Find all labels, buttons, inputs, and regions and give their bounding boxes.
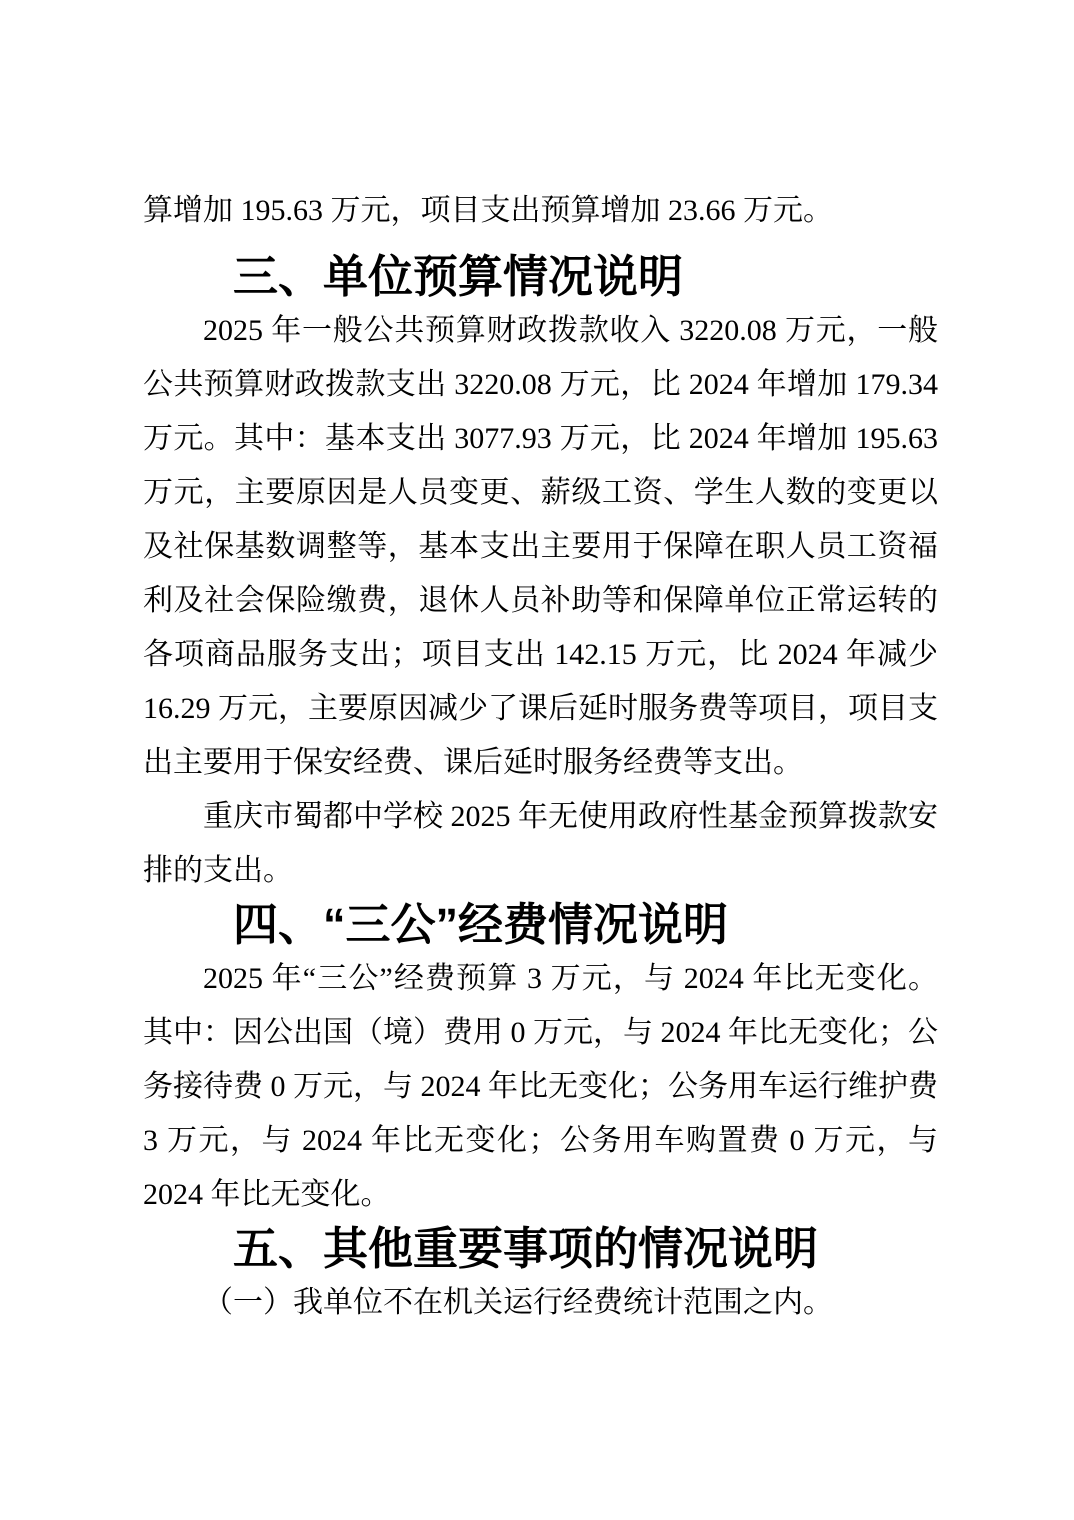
- continuation-paragraph: 算增加 195.63 万元，项目支出预算增加 23.66 万元。: [143, 194, 833, 227]
- heading-section-5-other-important-items: 五、其他重要事项的情况说明: [233, 1223, 819, 1274]
- paragraph-other-items: （一）我单位不在机关运行经费统计范围之内。: [203, 1286, 833, 1319]
- paragraph-government-fund: 重庆市蜀都中学校 2025 年无使用政府性基金预算拨款安排的支出。: [143, 800, 938, 887]
- paragraph-three-public-expenses: 2025 年“三公”经费预算 3 万元，与 2024 年比无变化。其中：因公出国（境）费用 0 万元，与 2024 年比无变化；公务接待费 0 万元，与 2024 年比无变化；公务用车运行维护费 3 万元，与 2024 年比无变化；公务用车购置费 0 万元，与 2024 年比无变化。: [143, 962, 938, 1211]
- heading-section-4-three-public-expenses: 四、“三公”经费情况说明: [233, 899, 729, 950]
- paragraph-budget-explanation: 2025 年一般公共预算财政拨款收入 3220.08 万元，一般公共预算财政拨款支出 3220.08 万元，比 2024 年增加 179.34 万元。其中：基本支出 3077.93 万元，比 2024 年增加 195.63 万元，主要原因是人员变更、薪级工资、学生人数的变更以及社保基数调整等，基本支出主要用于保障在职人员工资福利及社会保险缴费，退休人员补助等和保障单位正常运转的各项商品服务支出；项目支出 142.15 万元，比 2024 年减少 16.29 万元，主要原因减少了课后延时服务费等项目，项目支出主要用于保安经费、课后延时服务经费等支出。: [143, 314, 938, 779]
- heading-section-3-unit-budget: 三、单位预算情况说明: [233, 251, 684, 302]
